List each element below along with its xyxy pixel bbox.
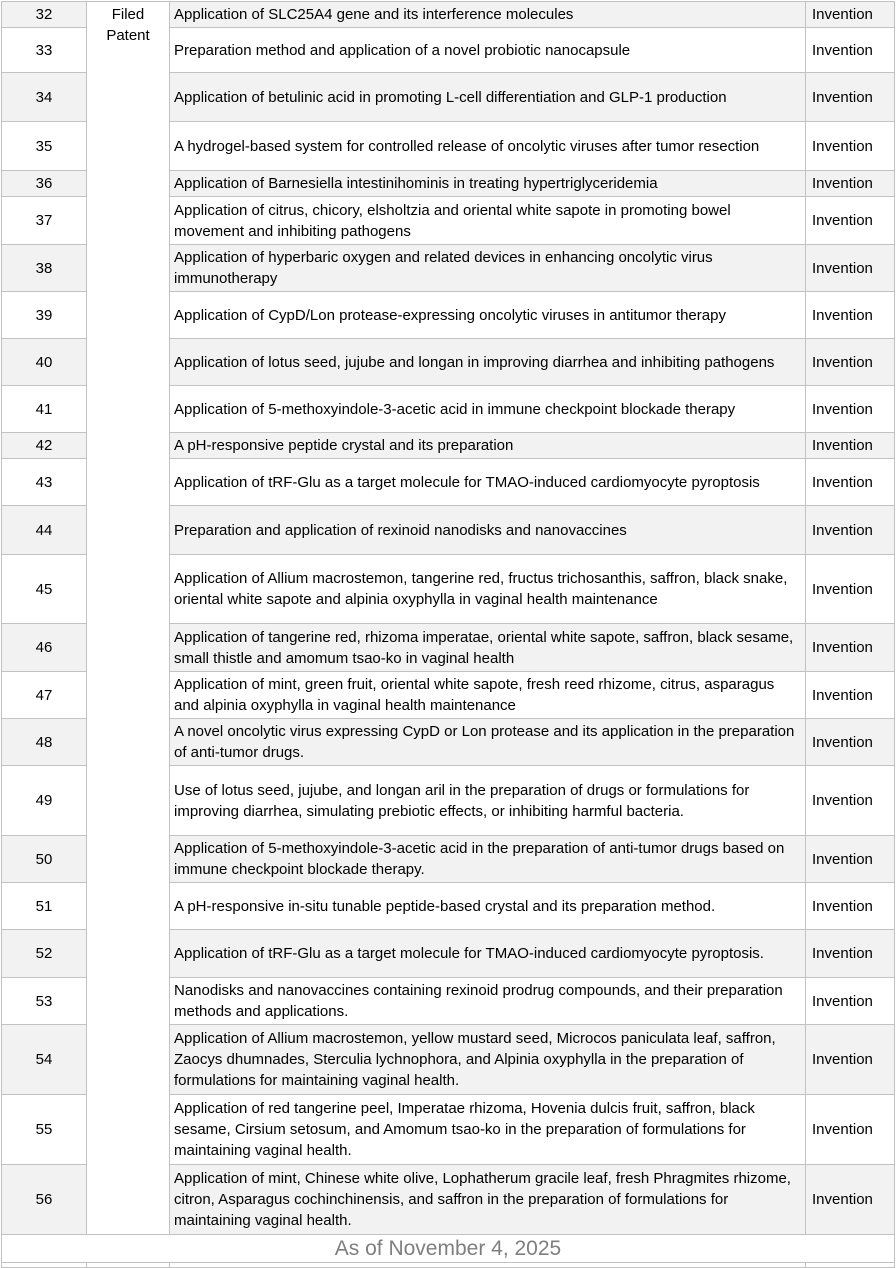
patent-title-cell: Application of tangerine red, rhizoma imperatae, oriental white sapote, saffron, black sesame, small thistle and amomum tsao-ko in vaginal health bbox=[170, 624, 806, 672]
partial-cell bbox=[2, 1263, 87, 1268]
row-number-cell: 39 bbox=[2, 292, 87, 339]
row-number-cell: 52 bbox=[2, 930, 87, 978]
patent-type-cell: Invention bbox=[806, 978, 895, 1025]
patent-table bbox=[1, 1, 895, 1268]
patent-type-cell: Invention bbox=[806, 73, 895, 122]
patent-title-cell: Preparation and application of rexinoid nanodisks and nanovaccines bbox=[170, 506, 806, 555]
patent-title-cell: Use of lotus seed, jujube, and longan aril in the preparation of drugs or formulations for improving diarrhea, simulating prebiotic effects, or inhibiting harmful bacteria. bbox=[170, 766, 806, 836]
patent-type-cell: Invention bbox=[806, 719, 895, 766]
patent-type-cell: Invention bbox=[806, 292, 895, 339]
row-number-cell: 47 bbox=[2, 672, 87, 719]
patent-type-cell: Invention bbox=[806, 624, 895, 672]
row-number-cell: 46 bbox=[2, 624, 87, 672]
patent-title-cell: Application of Allium macrostemon, yellow mustard seed, Microcos paniculata leaf, saffron, Zaocys dhumnades, Sterculia lychnophora, and Alpinia oxyphylla in the preparation of formulations for maintaining vaginal health. bbox=[170, 1025, 806, 1095]
patent-title-cell: Application of Barnesiella intestinihominis in treating hypertriglyceridemia bbox=[170, 171, 806, 197]
partial-cell bbox=[170, 1263, 806, 1268]
footer-row bbox=[2, 1235, 895, 1263]
patent-title-cell: Application of mint, green fruit, oriental white sapote, fresh reed rhizome, citrus, asparagus and alpinia oxyphylla in vaginal health maintenance bbox=[170, 672, 806, 719]
patent-type-cell: Invention bbox=[806, 386, 895, 433]
patent-type-cell: Invention bbox=[806, 672, 895, 719]
patent-type-cell: Invention bbox=[806, 1095, 895, 1165]
patent-type-cell: Invention bbox=[806, 766, 895, 836]
patent-type-cell: Invention bbox=[806, 433, 895, 459]
patent-table-footer bbox=[2, 1235, 895, 1268]
patent-title-cell: Application of 5-methoxyindole-3-acetic acid in the preparation of anti-tumor drugs based on immune checkpoint blockade therapy. bbox=[170, 836, 806, 883]
patent-type-cell: Invention bbox=[806, 459, 895, 506]
patent-type-cell: Invention bbox=[806, 28, 895, 73]
row-number-cell: 50 bbox=[2, 836, 87, 883]
row-number-cell: 53 bbox=[2, 978, 87, 1025]
patent-title-cell: Application of CypD/Lon protease-expressing oncolytic viruses in antitumor therapy bbox=[170, 292, 806, 339]
patent-title-cell: Preparation method and application of a novel probiotic nanocapsule bbox=[170, 28, 806, 73]
patent-type-cell: Invention bbox=[806, 245, 895, 292]
row-number-cell: 42 bbox=[2, 433, 87, 459]
row-number-cell: 35 bbox=[2, 122, 87, 171]
patent-title-cell: A novel oncolytic virus expressing CypD or Lon protease and its application in the preparation of anti-tumor drugs. bbox=[170, 719, 806, 766]
patent-type-cell: Invention bbox=[806, 339, 895, 386]
row-number-cell: 43 bbox=[2, 459, 87, 506]
row-number-cell: 51 bbox=[2, 883, 87, 930]
patent-title-cell: A pH-responsive in-situ tunable peptide-based crystal and its preparation method. bbox=[170, 883, 806, 930]
category-label: Filed Patent bbox=[106, 6, 150, 44]
row-number-cell: 40 bbox=[2, 339, 87, 386]
patent-title-cell: Application of SLC25A4 gene and its interference molecules bbox=[170, 2, 806, 28]
patent-title-cell: Application of citrus, chicory, elsholtzia and oriental white sapote in promoting bowel movement and inhibiting pathogens bbox=[170, 197, 806, 245]
patent-title-cell: Application of tRF-Glu as a target molecule for TMAO-induced cardiomyocyte pyroptosis bbox=[170, 459, 806, 506]
row-number-cell: 49 bbox=[2, 766, 87, 836]
patent-table-body bbox=[2, 2, 895, 1235]
patent-type-cell: Invention bbox=[806, 2, 895, 28]
patent-type-cell: Invention bbox=[806, 1165, 895, 1235]
row-number-cell: 41 bbox=[2, 386, 87, 433]
row-number-cell: 55 bbox=[2, 1095, 87, 1165]
patent-title-cell: Application of betulinic acid in promoting L-cell differentiation and GLP-1 production bbox=[170, 73, 806, 122]
patent-title-cell: Application of hyperbaric oxygen and related devices in enhancing oncolytic virus immunotherapy bbox=[170, 245, 806, 292]
row-number-cell: 33 bbox=[2, 28, 87, 73]
row-number-cell: 37 bbox=[2, 197, 87, 245]
patent-type-cell: Invention bbox=[806, 930, 895, 978]
table-row bbox=[2, 2, 895, 28]
row-number-cell: 38 bbox=[2, 245, 87, 292]
partial-cell bbox=[87, 1263, 170, 1268]
patent-type-cell: Invention bbox=[806, 836, 895, 883]
row-number-cell: 36 bbox=[2, 171, 87, 197]
patent-title-cell: Application of Allium macrostemon, tangerine red, fructus trichosanthis, saffron, black snake, oriental white sapote and alpinia oxyphylla in vaginal health maintenance bbox=[170, 555, 806, 624]
patent-title-cell: A hydrogel-based system for controlled release of oncolytic viruses after tumor resection bbox=[170, 122, 806, 171]
row-number-cell: 34 bbox=[2, 73, 87, 122]
patent-type-cell: Invention bbox=[806, 171, 895, 197]
patent-title-cell: Application of 5-methoxyindole-3-acetic acid in immune checkpoint blockade therapy bbox=[170, 386, 806, 433]
row-number-cell: 32 bbox=[2, 2, 87, 28]
row-number-cell: 45 bbox=[2, 555, 87, 624]
partial-cell bbox=[806, 1263, 895, 1268]
patent-title-cell: A pH-responsive peptide crystal and its preparation bbox=[170, 433, 806, 459]
row-number-cell: 56 bbox=[2, 1165, 87, 1235]
patent-title-cell: Application of tRF-Glu as a target molecule for TMAO-induced cardiomyocyte pyroptosis. bbox=[170, 930, 806, 978]
patent-type-cell: Invention bbox=[806, 883, 895, 930]
patent-type-cell: Invention bbox=[806, 555, 895, 624]
as-of-date: As of November 4, 2025 bbox=[2, 1235, 895, 1263]
patent-title-cell: Application of mint, Chinese white olive, Lophatherum gracile leaf, fresh Phragmites rhizome, citron, Asparagus cochinchinensis, and saffron in the preparation of formulations for maintaining vaginal health. bbox=[170, 1165, 806, 1235]
row-number-cell: 48 bbox=[2, 719, 87, 766]
partial-next-row bbox=[2, 1263, 895, 1268]
category-cell-filed-patent bbox=[87, 2, 170, 1235]
row-number-cell: 54 bbox=[2, 1025, 87, 1095]
patent-type-cell: Invention bbox=[806, 197, 895, 245]
patent-type-cell: Invention bbox=[806, 506, 895, 555]
row-number-cell: 44 bbox=[2, 506, 87, 555]
patent-title-cell: Nanodisks and nanovaccines containing rexinoid prodrug compounds, and their preparation methods and applications. bbox=[170, 978, 806, 1025]
patent-type-cell: Invention bbox=[806, 122, 895, 171]
patent-type-cell: Invention bbox=[806, 1025, 895, 1095]
patent-title-cell: Application of red tangerine peel, Imperatae rhizoma, Hovenia dulcis fruit, saffron, black sesame, Cirsium setosum, and Amomum tsao-ko in the preparation of formulations for maintaining vaginal health. bbox=[170, 1095, 806, 1165]
patent-title-cell: Application of lotus seed, jujube and longan in improving diarrhea and inhibiting pathogens bbox=[170, 339, 806, 386]
